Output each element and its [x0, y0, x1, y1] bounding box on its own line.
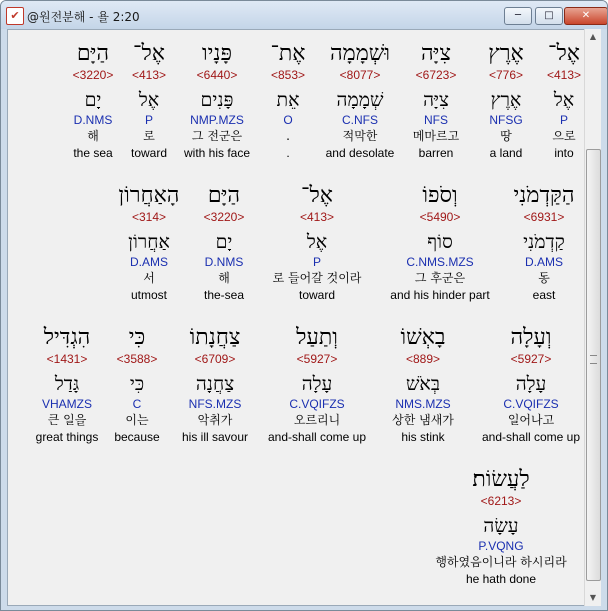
word-cell[interactable]: [380, 182, 500, 303]
strong-number: <776>: [488, 68, 524, 82]
grammar-code: D.AMS: [129, 255, 168, 269]
korean-gloss: 적막한: [342, 129, 378, 143]
english-gloss: and desolate: [325, 146, 395, 160]
hebrew-word: כִּי: [128, 325, 146, 350]
lemma-word: עָשָׂה: [483, 515, 519, 537]
grammar-code: NFSG: [489, 113, 523, 127]
hebrew-word: הַיָּם: [207, 183, 241, 208]
korean-gloss: 상한 냄새가: [392, 413, 454, 427]
lemma-word: אֶרֶץ: [490, 89, 522, 111]
korean-gloss: 그 전군은: [191, 129, 243, 143]
hebrew-word: וּשְׁמָמָה: [330, 41, 390, 66]
korean-gloss: 메마르고: [412, 129, 460, 143]
strong-number: <1431>: [46, 352, 88, 366]
scroll-down-icon[interactable]: ▼: [589, 593, 597, 602]
grammar-code: D.NMS: [204, 255, 244, 269]
strong-number: <8077>: [339, 68, 381, 82]
strong-number: <314>: [131, 210, 167, 224]
grammar-code: C.NMS.MZS: [406, 255, 474, 269]
hebrew-word: לַעֲשׂוֹת׃: [472, 467, 530, 492]
analysis-panel: [7, 29, 600, 606]
strong-number: <853>: [270, 68, 306, 82]
korean-gloss: 해: [87, 129, 99, 143]
word-cell[interactable]: [363, 324, 483, 445]
grammar-code: P: [144, 113, 153, 127]
english-gloss: his ill savour: [181, 430, 249, 444]
grammar-code: NFS: [424, 113, 448, 127]
strong-number: <3220>: [203, 210, 245, 224]
lemma-word: עָלָה: [301, 373, 333, 395]
grammar-code: P.VQNG: [478, 539, 524, 553]
grammar-code: D.NMS: [73, 113, 113, 127]
close-button[interactable]: [564, 7, 608, 25]
strong-number: <5927>: [510, 352, 552, 366]
english-gloss: and his hinder part: [390, 288, 490, 302]
english-gloss: into: [554, 146, 574, 160]
korean-gloss: 으로: [552, 129, 576, 143]
lemma-word: שְׁמָמָה: [336, 89, 384, 111]
strong-number: <6931>: [523, 210, 565, 224]
grammar-code: P: [312, 255, 321, 269]
grammar-code: C.NFS: [342, 113, 378, 127]
hebrew-word: וְעָלָה: [510, 325, 552, 350]
lemma-word: צִיָּה: [423, 89, 449, 111]
grammar-code: D.AMS: [524, 255, 563, 269]
lemma-word: יָם: [215, 231, 233, 253]
grip-icon: [590, 355, 597, 364]
hebrew-word: בָאְשׁוֹ: [400, 325, 446, 350]
word-cell[interactable]: [89, 182, 209, 303]
hebrew-word: אֶרֶץ: [488, 41, 524, 66]
strong-number: <3220>: [72, 68, 114, 82]
english-gloss: east: [532, 288, 556, 302]
word-cell[interactable]: [401, 466, 601, 587]
korean-gloss: 이는: [125, 413, 149, 427]
grammar-code: C.VQIFZS: [289, 397, 345, 411]
strong-number: <6440>: [196, 68, 238, 82]
korean-gloss: .: [286, 129, 290, 143]
korean-gloss: 서: [143, 271, 155, 285]
hebrew-word: וְתַעַל: [296, 325, 338, 350]
scroll-thumb[interactable]: [586, 149, 601, 581]
lemma-word: אֶל: [138, 89, 160, 111]
lemma-word: אֶל: [553, 89, 575, 111]
strong-number: <413>: [299, 210, 335, 224]
grammar-code: P: [559, 113, 568, 127]
english-gloss: the sea: [73, 146, 113, 160]
word-cell[interactable]: [7, 324, 127, 445]
grammar-code: O: [283, 113, 293, 127]
english-gloss: because: [114, 430, 160, 444]
english-gloss: great things: [35, 430, 99, 444]
hebrew-word: הִגְדִּיל: [43, 325, 91, 350]
app-logo-icon: ✔: [6, 7, 24, 25]
hebrew-word: אֶת־: [270, 41, 306, 66]
korean-gloss: 로: [143, 129, 155, 143]
grammar-code: NMS.MZS: [395, 397, 451, 411]
grammar-code: NFS.MZS: [188, 397, 242, 411]
korean-gloss: 땅: [500, 129, 512, 143]
strong-number: <889>: [405, 352, 441, 366]
english-gloss: .: [286, 146, 290, 160]
english-gloss: toward: [130, 146, 168, 160]
lemma-word: גָּדַל: [54, 373, 80, 395]
lemma-word: צַחֲנָה: [195, 373, 235, 395]
lemma-word: אֵת: [276, 89, 300, 111]
korean-gloss: 일어나고: [507, 413, 555, 427]
close-icon: ✕: [581, 10, 591, 21]
korean-gloss: 로 들어갈 것이라: [272, 271, 362, 285]
strong-number: <6723>: [415, 68, 457, 82]
hebrew-word: צִיָּה: [421, 41, 451, 66]
minimize-icon: ─: [514, 10, 522, 21]
english-gloss: a land: [489, 146, 523, 160]
english-gloss: utmost: [130, 288, 167, 302]
korean-gloss: 그 후군은: [414, 271, 466, 285]
lemma-word: קַדְמֹנִי: [523, 231, 565, 253]
hebrew-word: אֶל־: [133, 41, 165, 66]
strong-number: <413>: [546, 68, 582, 82]
english-gloss: with his face: [183, 146, 251, 160]
lemma-word: אַחֲרוֹן: [128, 231, 170, 253]
grammar-code: C: [132, 397, 142, 411]
lemma-word: יָם: [84, 89, 102, 111]
english-gloss: barren: [418, 146, 454, 160]
strong-number: <5927>: [296, 352, 338, 366]
minimize-button[interactable]: [504, 7, 532, 25]
korean-gloss: 행하였음이니라 하시리라: [435, 555, 567, 569]
maximize-button[interactable]: [535, 7, 563, 25]
strong-number: <6213>: [480, 494, 522, 508]
english-gloss: and-shall come up: [267, 430, 367, 444]
window-title: @원전분해 - 욜 2:20: [27, 10, 140, 24]
grammar-code: VHAMZS: [41, 397, 92, 411]
maximize-icon: □: [544, 10, 554, 21]
english-gloss: and-shall come up: [481, 430, 581, 444]
strong-number: <3588>: [116, 352, 158, 366]
korean-gloss: 해: [218, 271, 230, 285]
strong-number: <5490>: [419, 210, 461, 224]
grammar-code: C.VQIFZS: [503, 397, 559, 411]
hebrew-word: הָאַחֲרוֹן: [118, 183, 180, 208]
korean-gloss: 동: [538, 271, 550, 285]
lemma-word: סוֹף: [427, 231, 453, 253]
lemma-word: עָלָה: [515, 373, 547, 395]
hebrew-word: אֶל־: [301, 183, 333, 208]
strong-number: <413>: [131, 68, 167, 82]
lemma-word: אֶל: [306, 231, 328, 253]
grammar-code: NMP.MZS: [190, 113, 244, 127]
korean-gloss: 악취가: [197, 413, 233, 427]
word-cell[interactable]: [471, 324, 591, 445]
english-gloss: he hath done: [465, 572, 537, 586]
hebrew-word: וְסֹפוֹ: [422, 183, 458, 208]
hebrew-word: אֶל־: [548, 41, 580, 66]
english-gloss: the-sea: [203, 288, 245, 302]
title-bar[interactable]: [1, 1, 607, 29]
lemma-word: פָּנִים: [200, 89, 234, 111]
lemma-word: כִּי: [129, 373, 145, 395]
english-gloss: his stink: [401, 430, 445, 444]
hebrew-word: הַקַּדְמֹנִי: [513, 183, 575, 208]
lemma-word: בְּאֹשׁ: [405, 373, 440, 395]
strong-number: <6709>: [194, 352, 236, 366]
scroll-up-icon[interactable]: ▲: [589, 32, 597, 41]
hebrew-word: פָּנָיו: [201, 41, 233, 66]
korean-gloss: 오르리니: [293, 413, 341, 427]
hebrew-word: הַיָּם: [76, 41, 110, 66]
word-cell[interactable]: [257, 324, 377, 445]
korean-gloss: 큰 일을: [47, 413, 87, 427]
word-cell[interactable]: [33, 40, 153, 161]
hebrew-word: צַחֲנָתוֹ: [189, 325, 241, 350]
vertical-scrollbar[interactable]: [584, 29, 601, 606]
english-gloss: toward: [298, 288, 336, 302]
